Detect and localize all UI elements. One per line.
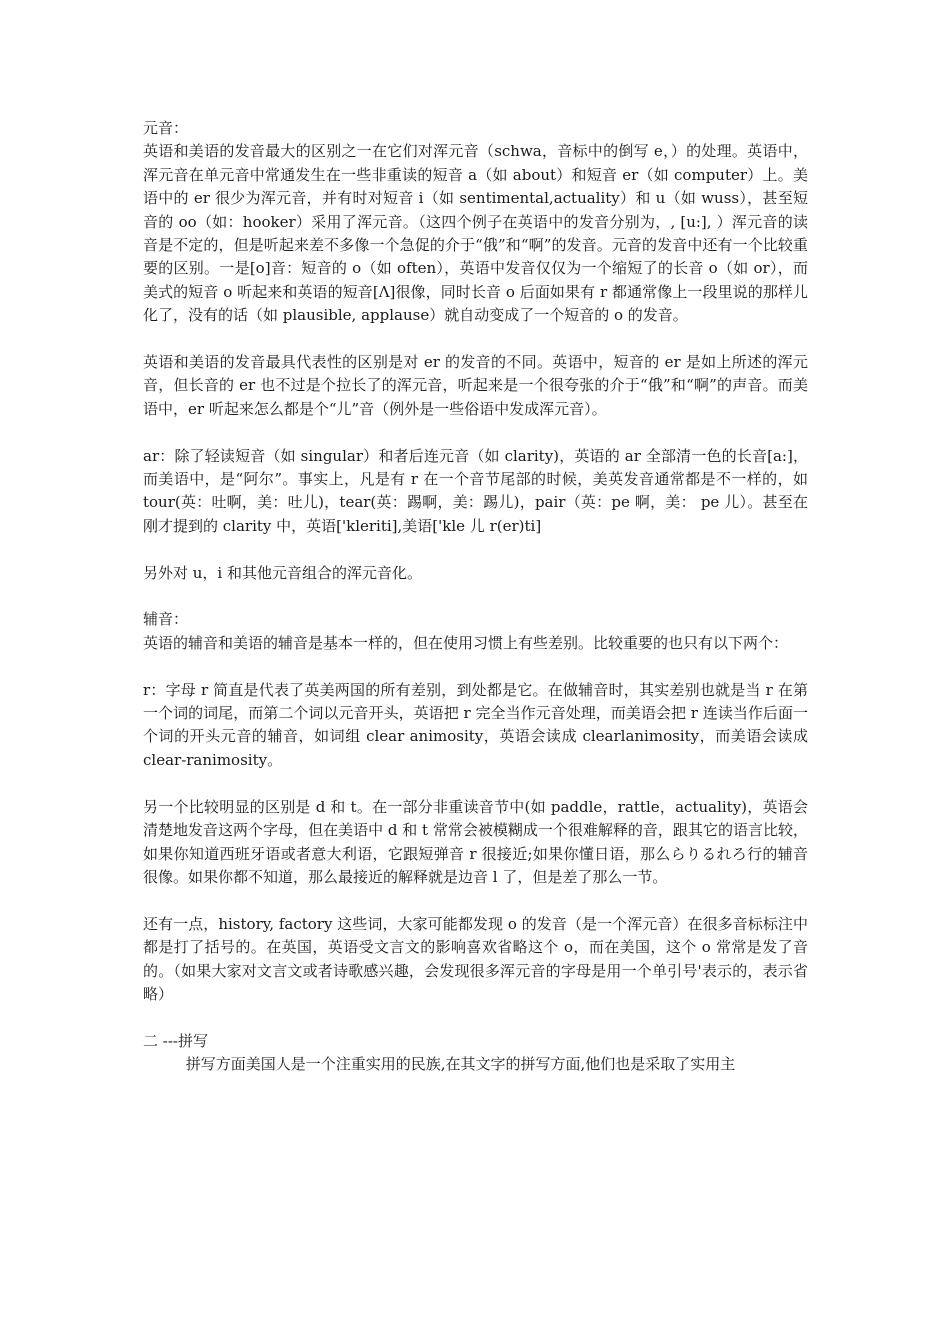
spelling-heading: 二 ---拼写 <box>143 1031 208 1050</box>
consonant-paragraph-1: 英语的辅音和美语的辅音是基本一样的，但在使用习惯上有些差别。比较重要的也只有以下两个： <box>143 633 789 652</box>
paragraph-gap <box>143 328 808 351</box>
vowel-heading: 元音： <box>143 119 189 137</box>
document-page <box>143 117 808 1077</box>
spelling-paragraph-1: 拼写方面美国人是一个注重实用的民族,在其文字的拼写方面,他们也是采取了实用主 <box>185 1055 736 1074</box>
consonant-paragraph-2: r：字母 r 简直是代表了英美两国的所有差别，到处都是它。在做辅音时，其实差别也就是当 r 在第一个词的词尾，而第二个词以元音开头，英语把 r 完全当作元音处理，而美语会把 r 连读当作后面一个词的开头元音的辅音，如词组 clear animosity，英语会读成 clearlanimosity，而美语会读成 clear-ranimosity。 <box>143 680 808 769</box>
paragraph-gap <box>143 1006 808 1029</box>
consonant-heading: 辅音： <box>143 610 189 629</box>
vowel-paragraph-4: 另外对 u，i 和其他元音组合的浑元音化。 <box>143 563 422 582</box>
paragraph-gap <box>143 655 808 678</box>
consonant-paragraph-3: 另一个比较明显的区别是 d 和 t。在一部分非重读音节中(如 paddle，rattle，actuality)，英语会清楚地发音这两个字母，但在美语中 d 和 t 常常会被模糊成一个很难解释的音，跟其它的语言比较，如果你知道西班牙语或者意大利语，它跟短弹音 r 很接近;如果你懂日语，那么らりるれろ行的辅音很像。如果你都不知道，那么最接近的解释就是边音 l 了，但是差了那么一节。 <box>143 797 808 886</box>
paragraph-gap <box>143 772 808 795</box>
paragraph-gap <box>143 585 808 608</box>
vowel-paragraph-2: 英语和美语的发音最具代表性的区别是对 er 的发音的不同。英语中，短音的 er 是如上所述的浑元音，但长音的 er 也不过是个拉长了的浑元音，听起来是一个很夸张的介于“俄”和“啊”的声音。而美语中，er 听起来怎么都是个“儿”音（例外是一些俗语中发成浑元音）。 <box>143 353 808 418</box>
paragraph-gap <box>143 538 808 561</box>
vowel-paragraph-1: 英语和美语的发音最大的区别之一在它们对浑元音（schwa，音标中的倒写 e，）的处理。英语中，浑元音在单元音中常通发生在一些非重读的短音 a（如 about）和短音 er（如 computer）上。美语中的 er 很少为浑元音，并有时对短音 i（如 sentimental,actuality）和 u（如 wuss），甚至短音的 oo（如：hooker）采用了浑元音。（这四个例子在英语中的发音分别为，, [u:], ）浑元音的读音是不定的，但是听起来差不多像一个急促的介于“俄”和“啊”的发音。元音的发音中还有一个比较重要的区别。一是[o]音：短音的 o（如 often），英语中发音仅仅为一个缩短了的长音 o（如 or），而美式的短音 o 听起来和英语的短音[Λ]很像，同时长音 o 后面如果有 r 都通常像上一段里说的那样儿化了，没有的话（如 plausible, applause）就自动变成了一个短音的 o 的发音。 <box>143 142 808 325</box>
paragraph-gap <box>143 889 808 912</box>
consonant-paragraph-4: 还有一点，history, factory 这些词，大家可能都发现 o 的发音（是一个浑元音）在很多音标标注中都是打了括号的。在英国，英语受文言文的影响喜欢省略这个 o，而在美国，这个 o 常常是发了音的。（如果大家对文言文或者诗歌感兴趣，会发现很多浑元音的字母是用一个单引号'表示的，表示省略） <box>143 914 808 1003</box>
vowel-paragraph-3: ar：除了轻读短音（如 singular）和者后连元音（如 clarity)，英语的 ar 全部清一色的长音[a:]，而美语中，是“阿尔”。事实上，凡是有 r 在一个音节尾部的时候，美英发音通常都是不一样的，如 tour(英：吐啊，美：吐儿)，tear(英：踢啊，美：踢儿)，pair（英：pe 啊，美： pe 儿）。甚至在刚才提到的 clarity 中，英语['kleriti],美语['kle 儿 r(er)ti] <box>143 446 808 535</box>
paragraph-gap <box>143 421 808 444</box>
